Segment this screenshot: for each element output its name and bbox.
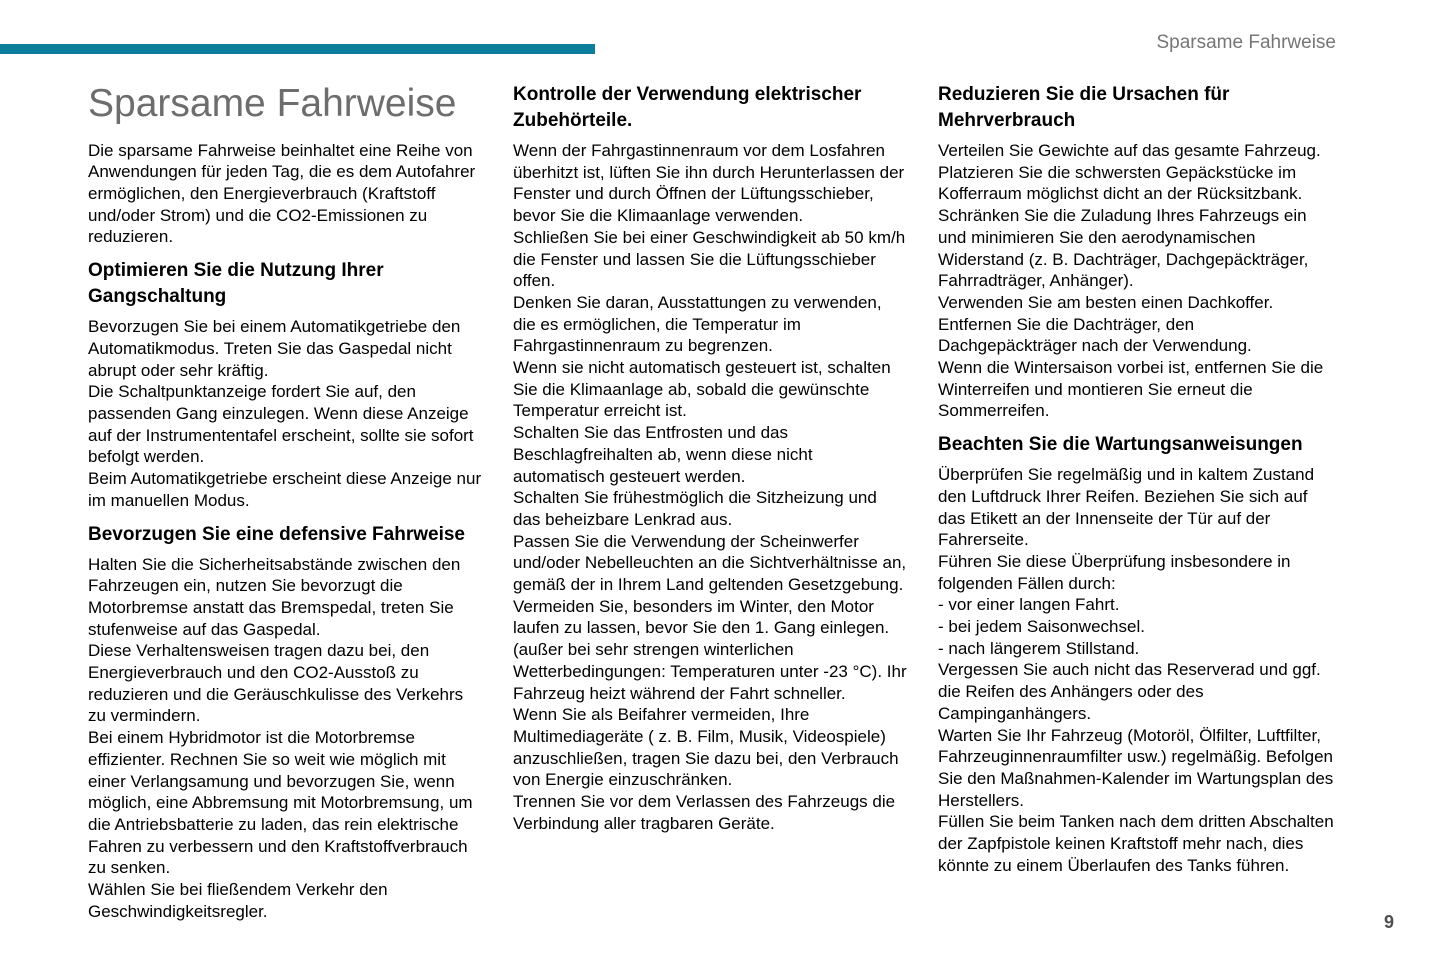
- header-accent-bar: [0, 44, 595, 54]
- section-heading: Beachten Sie die Wartungsanweisungen: [938, 434, 1303, 456]
- section: [513, 82, 907, 835]
- body-paragraph: Wählen Sie bei fließendem Verkehr den Geschwindigkeitsregler.: [88, 880, 388, 921]
- body-paragraph: Verteilen Sie Gewichte auf das gesamte Fahrzeug. Platzieren Sie die schwersten Gepäckstücke im Kofferraum möglichst dicht an der Rücksitzbank.: [938, 141, 1321, 204]
- section-heading: Kontrolle der Verwendung elektrischer Zubehörteile.: [513, 84, 862, 131]
- body-paragraph: Vergessen Sie auch nicht das Reserverad und ggf. die Reifen des Anhängers oder des Campinganhängers.: [938, 660, 1321, 723]
- body-paragraph: Trennen Sie vor dem Verlassen des Fahrzeugs die Verbindung aller tragbaren Geräte.: [513, 792, 896, 833]
- body-paragraph: Denken Sie daran, Ausstattungen zu verwenden, die es ermöglichen, die Temperatur im Fahrgastinnenraum zu begrenzen.: [513, 292, 882, 356]
- column-3: [938, 82, 1336, 877]
- body-paragraph: Wenn Sie als Beifahrer vermeiden, Ihre Multimediageräte ( z. B. Film, Musik, Videospiele) anzuschließen, tragen Sie dazu bei, den Verbrauch von Energie einzuschränken.: [513, 705, 899, 790]
- section: [938, 432, 1336, 876]
- body-paragraph: Entfernen Sie die Dachträger, den Dachgepäckträger nach der Verwendung.: [938, 314, 1252, 356]
- body-paragraph: Warten Sie Ihr Fahrzeug (Motoröl, Ölfilter, Luftfilter, Fahrzeuginnenraumfilter usw.) regelmäßig. Befolgen Sie den Maßnahmen-Kalender im Wartungsplan des Herstellers.: [938, 725, 1334, 810]
- body-paragraph: - bei jedem Saisonwechsel.: [938, 617, 1145, 637]
- body-paragraph: Führen Sie diese Überprüfung insbesondere in folgenden Fällen durch:: [938, 551, 1291, 593]
- column-2: [513, 82, 907, 835]
- page-number: 9: [1384, 912, 1395, 932]
- body-paragraph: Schließen Sie bei einer Geschwindigkeit ab 50 km/h die Fenster und lassen Sie die Lüftungsschieber offen.: [513, 227, 906, 291]
- body-paragraph: Schränken Sie die Zuladung Ihres Fahrzeugs ein und minimieren Sie den aerodynamischen Widerstand (z. B. Dachträger, Dachgepäckträger, Fahrradträger, Anhänger).: [938, 206, 1309, 291]
- body-paragraph: Füllen Sie beim Tanken nach dem dritten Abschalten der Zapfpistole keinen Kraftstoff mehr nach, dies könnte zu einem Überlaufen des Tanks führen.: [938, 812, 1334, 875]
- section: [88, 140, 482, 249]
- running-header-title: Sparsame Fahrweise: [1156, 32, 1336, 53]
- body-paragraph: Schalten Sie das Entfrosten und das Beschlagfreihalten ab, wenn diese nicht automatisch gesteuert werden.: [513, 423, 813, 486]
- page-title: Sparsame Fahrweise: [88, 82, 457, 125]
- body-paragraph: Wenn sie nicht automatisch gesteuert ist, schalten Sie die Klimaanlage ab, sobald die gewünschte Temperatur erreicht ist.: [513, 358, 891, 421]
- section-heading: Optimieren Sie die Nutzung Ihrer Gangschaltung: [88, 260, 384, 308]
- body-paragraph: Beim Automatikgetriebe erscheint diese Anzeige nur im manuellen Modus.: [88, 469, 482, 510]
- body-paragraph: Überprüfen Sie regelmäßig und in kaltem Zustand den Luftdruck Ihrer Reifen. Beziehen Sie sich auf das Etikett an der Innenseite der Tür auf der Fahrerseite.: [938, 465, 1315, 550]
- body-paragraph: Die sparsame Fahrweise beinhaltet eine Reihe von Anwendungen für jeden Tag, die es dem Autofahrer ermöglichen, den Energieverbrauch (Kraftstoff und/oder Strom) und die CO2-Emissionen zu reduzieren.: [88, 140, 476, 247]
- section-heading: Bevorzugen Sie eine defensive Fahrweise: [88, 523, 465, 545]
- body-paragraph: Die Schaltpunktanzeige fordert Sie auf, den passenden Gang einzulegen. Wenn diese Anzeige auf der Instrumententafel erscheint, sollte sie sofort befolgt werden.: [88, 382, 474, 467]
- body-paragraph: Bevorzugen Sie bei einem Automatikgetriebe den Automatikmodus. Treten Sie das Gaspedal nicht abrupt oder sehr kräftig.: [88, 317, 461, 380]
- body-paragraph: Schalten Sie frühestmöglich die Sitzheizung und das beheizbare Lenkrad aus.: [513, 488, 877, 529]
- body-paragraph: - nach längerem Stillstand.: [938, 638, 1140, 658]
- body-paragraph: Vermeiden Sie, besonders im Winter, den Motor laufen zu lassen, bevor Sie den 1. Gang einlegen.(außer bei sehr strengen winterlichen Wetterbedingungen: Temperaturen unter -23 °C). Ihr Fahrzeug heizt während der Fahrt schneller.: [513, 596, 907, 703]
- section: [88, 522, 482, 923]
- column-1: [88, 82, 482, 922]
- body-paragraph: Halten Sie die Sicherheitsabstände zwischen den Fahrzeugen ein, nutzen Sie bevorzugt die Motorbremse anstatt das Bremspedal, treten Sie stufenweise auf das Gaspedal.: [88, 554, 461, 639]
- section-heading: Reduzieren Sie die Ursachen für Mehrverbrauch: [938, 84, 1230, 131]
- body-paragraph: Diese Verhaltensweisen tragen dazu bei, den Energieverbrauch und den CO2-Ausstoß zu reduzieren und die Geräuschkulisse des Verkehrs zu vermindern.: [88, 641, 464, 726]
- section: [938, 82, 1336, 422]
- body-paragraph: - vor einer langen Fahrt.: [938, 595, 1120, 615]
- body-paragraph: Passen Sie die Verwendung der Scheinwerfer und/oder Nebelleuchten an die Sichtverhältnisse an, gemäß der in Ihrem Land geltenden Gesetzgebung.: [513, 531, 907, 595]
- body-paragraph: Verwenden Sie am besten einen Dachkoffer.: [938, 292, 1274, 312]
- body-paragraph: Bei einem Hybridmotor ist die Motorbremse effizienter. Rechnen Sie so weit wie möglich mit einer Verlangsamung und bevorzugen Sie, wenn möglich, eine Abbremsung mit Motorbremsung, um die Antriebsbatterie zu laden, das rein elektrische Fahren zu verbessern und den Kraftstoffverbrauch zu senken.: [88, 728, 473, 878]
- section: [88, 258, 482, 511]
- body-paragraph: Wenn der Fahrgastinnenraum vor dem Losfahren überhitzt ist, lüften Sie ihn durch Herunterlassen der Fenster und durch Öffnen der Lüftungsschieber, bevor Sie die Klimaanlage verwenden.: [513, 141, 905, 226]
- body-paragraph: Wenn die Wintersaison vorbei ist, entfernen Sie die Winterreifen und montieren Sie erneut die Sommerreifen.: [938, 358, 1324, 421]
